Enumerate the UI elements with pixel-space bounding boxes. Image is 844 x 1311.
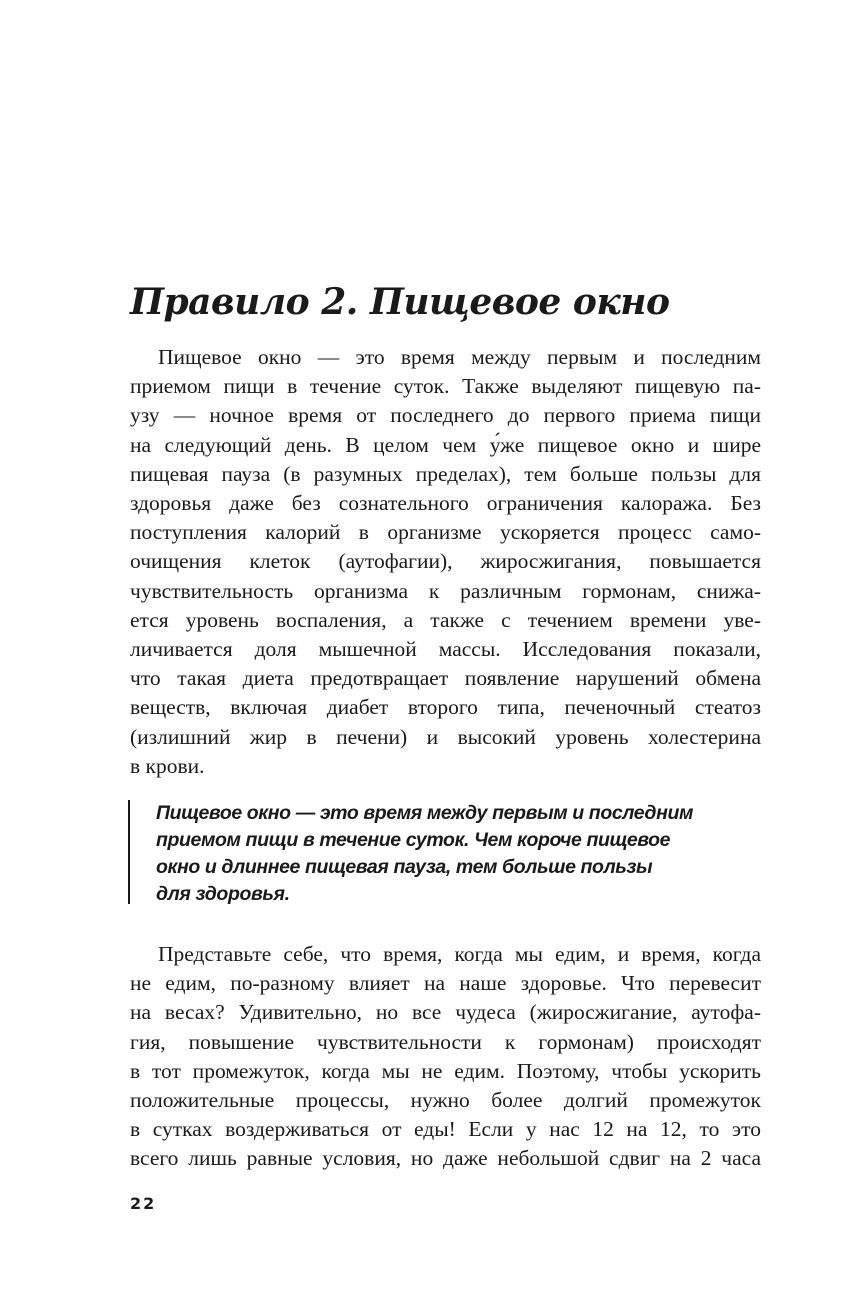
pull-quote-text bbox=[156, 800, 693, 908]
paragraph-line: очищения клеток (аутофагии), жиросжигания, повышается bbox=[130, 549, 761, 574]
paragraph-line: пищевая пауза (в разумных пределах), тем больше пользы для bbox=[130, 461, 761, 486]
paragraph-line: на следующий день. В целом чем у́же пищевое окно и шире bbox=[130, 432, 761, 457]
quote-line: приемом пищи в течение суток. Чем короче пищевое bbox=[156, 829, 671, 851]
paragraph-line: (излишний жир в печени) и высокий уровень холестерина bbox=[130, 724, 761, 749]
paragraph-line: что такая диета предотвращает появление нарушений обмена bbox=[130, 666, 761, 691]
paragraph-line: личивается доля мышечной массы. Исследования показали, bbox=[130, 637, 761, 662]
paragraph-line: в тот промежуток, когда мы не едим. Поэтому, чтобы ускорить bbox=[130, 1058, 761, 1083]
pull-quote bbox=[128, 800, 730, 904]
paragraph-line: гия, повышение чувствительности к гормонам) происходят bbox=[130, 1029, 761, 1054]
paragraph-line: поступления калорий в организме ускоряется процесс само- bbox=[130, 520, 761, 545]
paragraph-line: Представьте себе, что время, когда мы едим, и время, когда bbox=[158, 942, 761, 966]
paragraph-line: в сутках воздерживаться от еды! Если у нас 12 на 12, то это bbox=[130, 1117, 761, 1142]
paragraph-line: положительные процессы, нужно более долгий промежуток bbox=[130, 1088, 761, 1113]
section-heading: Правило 2. Пищевое окно bbox=[130, 281, 670, 323]
quote-line: Пищевое окно — это время между первым и последним bbox=[156, 802, 693, 824]
paragraph-2 bbox=[130, 940, 761, 1174]
paragraph-line: ется уровень воспаления, а также с течением времени уве- bbox=[130, 607, 761, 632]
paragraph-line: приемом пищи в течение суток. Также выделяют пищевую па- bbox=[130, 374, 761, 399]
paragraph-line: не едим, по-разному влияет на наше здоровье. Что перевесит bbox=[130, 971, 761, 996]
paragraph-line: на весах? Удивительно, но все чудеса (жиросжигание, аутофа- bbox=[130, 1000, 761, 1025]
paragraph-line: веществ, включая диабет второго типа, печеночный стеатоз bbox=[130, 695, 761, 720]
page-number: 22 bbox=[130, 1194, 157, 1213]
paragraph-line: Пищевое окно — это время между первым и последним bbox=[158, 345, 761, 369]
paragraph-line: узу — ночное время от последнего до первого приема пищи bbox=[130, 403, 761, 428]
paragraph-line: здоровья даже без сознательного ограничения калоража. Без bbox=[130, 491, 761, 516]
paragraph-line: в крови. bbox=[130, 753, 205, 778]
paragraph-1 bbox=[130, 343, 761, 781]
paragraph-line: чувствительность организма к различным гормонам, снижа- bbox=[130, 578, 761, 603]
paragraph-line: всего лишь равные условия, но даже небольшой сдвиг на 2 часа bbox=[130, 1146, 761, 1171]
quote-line: окно и длиннее пищевая пауза, тем больше пользы bbox=[156, 856, 653, 878]
quote-line: для здоровья. bbox=[156, 883, 290, 905]
